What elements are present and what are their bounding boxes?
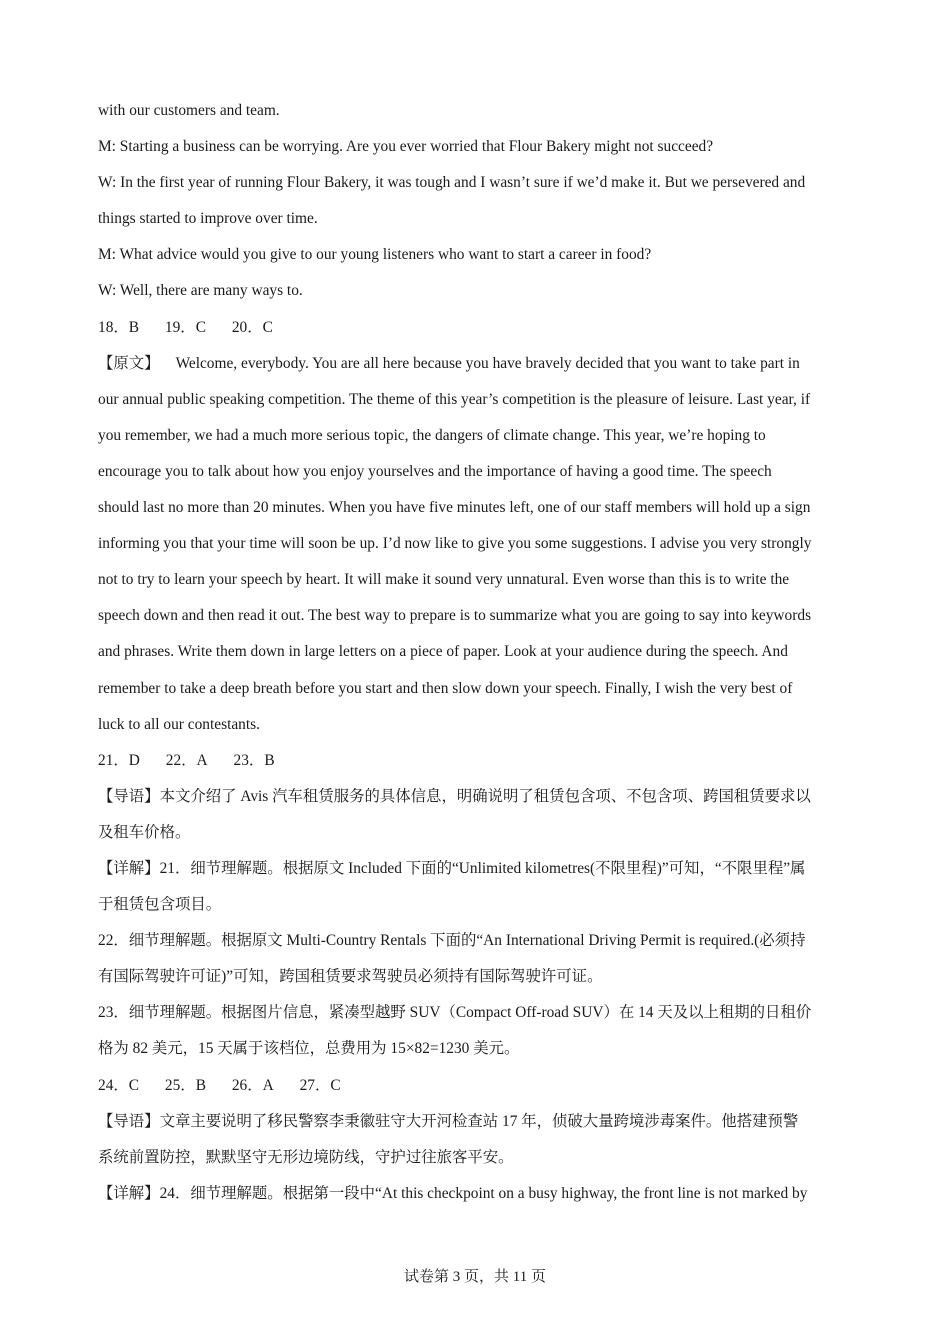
answer-item: 20．C (231, 318, 273, 336)
answer-item: 25．B (164, 1076, 206, 1094)
detail-paragraph-line: 23．细节理解题。根据图片信息，紧凑型越野 SUV（Compact Off-road SUV）在 14 天及以上租期的日租价 (98, 1004, 812, 1022)
transcript-label: 【原文】 (98, 354, 160, 372)
answer-item: 19．C (164, 318, 206, 336)
dialogue-line: with our customers and team. (98, 102, 280, 119)
guide-paragraph-line: 【导语】文章主要说明了移民警察李秉徽驻守大开河检查站 17 年，侦破大量跨境涉毒案件。他搭建预警 (98, 1112, 799, 1130)
answer-item: 24．C (98, 1076, 140, 1094)
dialogue-line: W: Well, there are many ways to. (98, 282, 303, 300)
detail-paragraph-line: 【详解】24．细节理解题。根据第一段中“At this checkpoint on a busy highway, the front line is not marked by (98, 1184, 808, 1202)
transcript-line: should last no more than 20 minutes. When you have five minutes left, one of our staff members will hold up a sign (98, 499, 811, 517)
transcript-line: you remember, we had a much more serious topic, the dangers of climate change. This year, we’re hoping to (98, 426, 766, 444)
dialogue-line: M: What advice would you give to our young listeners who want to start a career in food? (98, 246, 652, 264)
answer-item: 21．D (98, 751, 140, 769)
answer-item: 26．A (231, 1076, 274, 1094)
page-content (98, 93, 854, 1212)
transcript-line: luck to all our contestants. (98, 715, 260, 733)
transcript-line: and phrases. Write them down in large letters on a piece of paper. Look at your audience during the speech. And (98, 643, 788, 661)
detail-paragraph-line: 有国际驾驶许可证)”可知，跨国租赁要求驾驶员必须持有国际驾驶许可证。 (98, 968, 603, 986)
answer-key-21-23 (98, 743, 854, 779)
detail-paragraph-line: 格为 82 美元，15 天属于该档位，总费用为 15×82=1230 美元。 (98, 1040, 520, 1058)
transcript-line: remember to take a deep breath before you start and then slow down your speech. Finally, I wish the very best of (98, 679, 793, 697)
dialogue-line: things started to improve over time. (98, 210, 318, 228)
detail-paragraph-line: 于租赁包含项目。 (98, 896, 222, 914)
transcript-line: encourage you to talk about how you enjoy yourselves and the importance of having a good time. The speech (98, 462, 772, 480)
transcript-line: informing you that your time will soon be up. I’d now like to give you some suggestions. I advise you very strongly (98, 535, 812, 553)
transcript-line: 【原文】 Welcome, everybody. You are all here because you have bravely decided that you want to take part in (98, 354, 800, 372)
guide-paragraph-line: 系统前置防控，默默坚守无形边境防线，守护过往旅客平安。 (98, 1148, 514, 1166)
guide-paragraph-line: 及租车价格。 (98, 823, 191, 841)
answer-item: 22．A (165, 751, 208, 769)
guide-paragraph-line: 【导语】本文介绍了 Avis 汽车租赁服务的具体信息，明确说明了租赁包含项、不包含项、跨国租赁要求以 (98, 787, 811, 805)
dialogue-line: M: Starting a business can be worrying. Are you ever worried that Flour Bakery might not succeed? (98, 138, 714, 156)
answer-key-24-27 (98, 1068, 854, 1104)
detail-paragraph-line: 【详解】21．细节理解题。根据原文 Included 下面的“Unlimited kilometres(不限里程)”可知，“不限里程”属 (98, 859, 806, 877)
detail-paragraph-line: 22．细节理解题。根据原文 Multi-Country Rentals 下面的“An International Driving Permit is required.(必须持 (98, 932, 806, 950)
transcript-line: speech down and then read it out. The best way to prepare is to summarize what you are going to say into keywords (98, 607, 812, 625)
answer-item: 27．C (299, 1076, 341, 1094)
page-footer: 试卷第 3 页，共 11 页 (404, 1269, 546, 1285)
answer-key-18-20 (98, 310, 854, 346)
dialogue-line: W: In the first year of running Flour Bakery, it was tough and I wasn’t sure if we’d make it. But we persevered and (98, 174, 806, 192)
transcript-line: not to try to learn your speech by heart. It will make it sound very unnatural. Even worse than this is to write the (98, 571, 790, 589)
answer-item: 23．B (233, 751, 275, 769)
answer-item: 18．B (98, 318, 140, 336)
transcript-line: our annual public speaking competition. The theme of this year’s competition is the pleasure of leisure. Last year, if (98, 390, 811, 408)
